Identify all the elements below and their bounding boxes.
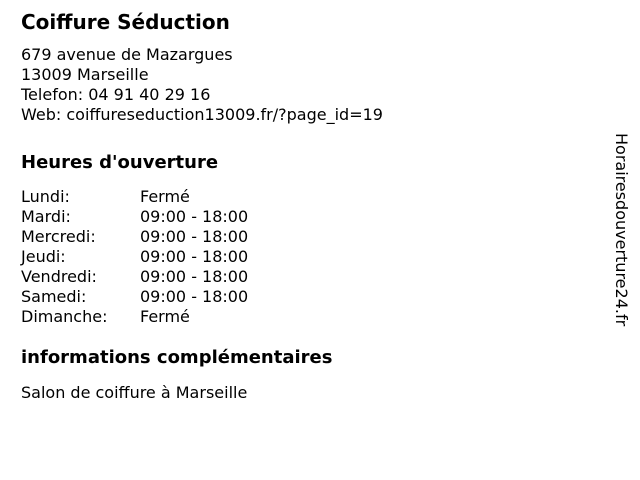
additional-info-text: Salon de coiffure à Marseille [21,383,248,402]
hours-row-sunday [21,307,600,327]
hours-row-wednesday [21,227,600,247]
day-label: Dimanche: [21,307,108,326]
address-line-1: 679 avenue de Mazargues [21,45,233,64]
day-hours: Fermé [140,307,190,326]
phone-line: Telefon: 04 91 40 29 16 [21,85,211,104]
opening-hours-table [21,187,600,327]
day-label: Mardi: [21,207,71,226]
hours-row-saturday [21,287,600,307]
day-label: Jeudi: [21,247,66,266]
hours-row-friday [21,267,600,287]
additional-info-heading: informations complémentaires [21,347,333,368]
day-hours: 09:00 - 18:00 [140,247,249,266]
day-hours: 09:00 - 18:00 [140,227,249,246]
day-label: Lundi: [21,187,70,206]
opening-hours-heading: Heures d'ouverture [21,152,219,173]
day-label: Samedi: [21,287,87,306]
hours-row-monday [21,187,600,207]
day-label: Mercredi: [21,227,96,246]
day-hours: Fermé [140,187,190,206]
day-hours: 09:00 - 18:00 [140,207,249,226]
address-line-2: 13009 Marseille [21,65,149,84]
website-line: Web: coiffureseduction13009.fr/?page_id=19 [21,105,383,124]
day-label: Vendredi: [21,267,97,286]
day-hours: 09:00 - 18:00 [140,267,249,286]
contact-block [21,45,600,125]
site-watermark: Horairesdouverture24.fr [612,133,631,327]
hours-row-tuesday [21,207,600,227]
business-title: Coiffure Séduction [21,10,230,34]
day-hours: 09:00 - 18:00 [140,287,249,306]
hours-row-thursday [21,247,600,267]
